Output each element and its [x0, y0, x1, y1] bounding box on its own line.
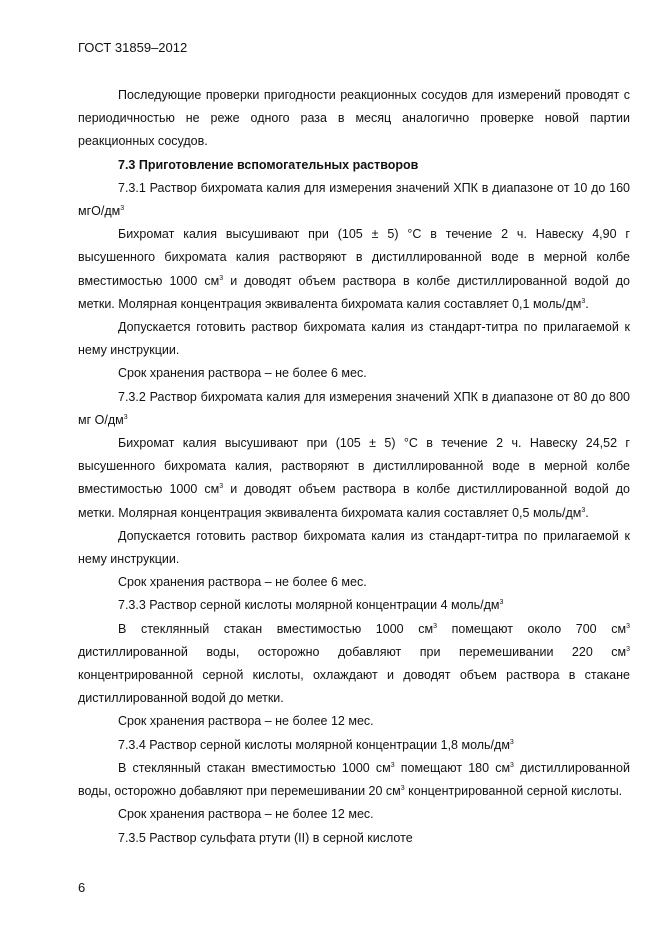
subsection-title-7-3-5: 7.3.5 Раствор сульфата ртути (II) в серной кислоте — [118, 830, 413, 845]
paragraph-7-3-1-allowance: Допускается готовить раствор бихромата калия из стандарт-титра по прилагаемой к нему инструкции. — [78, 320, 630, 358]
page-number: 6 — [78, 880, 86, 895]
paragraph-7-3-1-preparation: Бихромат калия высушивают при (105 ± 5) °С в течение 2 ч. Навеску 4,90 г высушенного бихромата калия растворяют в дистиллированной воде в мерной колбе вместимостью 1000 $см^3$ и доводят объем раствора в колбе дистиллированной водой до метки. Молярная концентрация эквивалента бихромата калия составляет 0,1 моль/$дм^3$. — [78, 227, 631, 311]
document-id: ГОСТ 31859–2012 — [78, 40, 188, 55]
paragraph-7-3-2-storage: Срок хранения раствора – не более 6 мес. — [118, 575, 367, 590]
paragraph-reaction-vessels-check: Последующие проверки пригодности реакционных сосудов для измерений проводят с периодичностью не реже одного раза в месяц аналогично проверке новой партии реакционных сосудов. — [78, 88, 630, 149]
paragraph-7-3-3-storage: Срок хранения раствора – не более 12 мес. — [118, 714, 374, 729]
subsection-title-7-3-3: 7.3.3 Раствор серной кислоты молярной концентрации 4 моль/$дм^3$ — [118, 598, 504, 613]
paragraph-7-3-3-preparation: В стеклянный стакан вместимостью 1000 $см^3$ помещают около 700 $см^3$ дистиллированной воды, осторожно добавляют при перемешивании 220 $см^3$ концентрированной серной кислоты, охлаждают и доводят объем раствора в стакане дистиллированной водой до метки. — [78, 621, 630, 706]
subsection-title-7-3-4: 7.3.4 Раствор серной кислоты молярной концентрации 1,8 моль/$дм^3$ — [118, 737, 514, 752]
section-heading-7-3: 7.3 Приготовление вспомогательных растворов — [118, 157, 419, 172]
subsection-title-7-3-1: 7.3.1 Раствор бихромата калия для измерения значений ХПК в диапазоне от 10 до 160 мгО/$дм^3$ — [78, 180, 630, 219]
subsection-title-7-3-2: 7.3.2 Раствор бихромата калия для измерения значений ХПК в диапазоне от 80 до 800 мг $О/дм^3$ — [78, 389, 630, 427]
paragraph-7-3-1-storage: Срок хранения раствора – не более 6 мес. — [118, 366, 367, 381]
paragraph-7-3-4-storage: Срок хранения раствора – не более 12 мес. — [118, 807, 374, 822]
document-body — [78, 84, 630, 850]
paragraph-7-3-4-preparation: В стеклянный стакан вместимостью 1000 $см^3$ помещают 180 $см^3$ дистиллированной воды, осторожно добавляют при перемешивании 20 $см^3$ концентрированной серной кислоты. — [78, 760, 630, 799]
paragraph-7-3-2-allowance: Допускается готовить раствор бихромата калия из стандарт-титра по прилагаемой к нему инструкции. — [78, 528, 630, 567]
paragraph-7-3-2-preparation: Бихромат калия высушивают при (105 ± 5) °С в течение 2 ч. Навеску 24,52 г высушенного бихромата калия, растворяют в дистиллированной воде в мерной колбе вместимостью 1000 $см^3$ и доводят объем раствора в колбе дистиллированной водой до метки. Молярная концентрация эквивалента бихромата калия составляет 0,5 моль/$дм^3$. — [78, 436, 631, 520]
